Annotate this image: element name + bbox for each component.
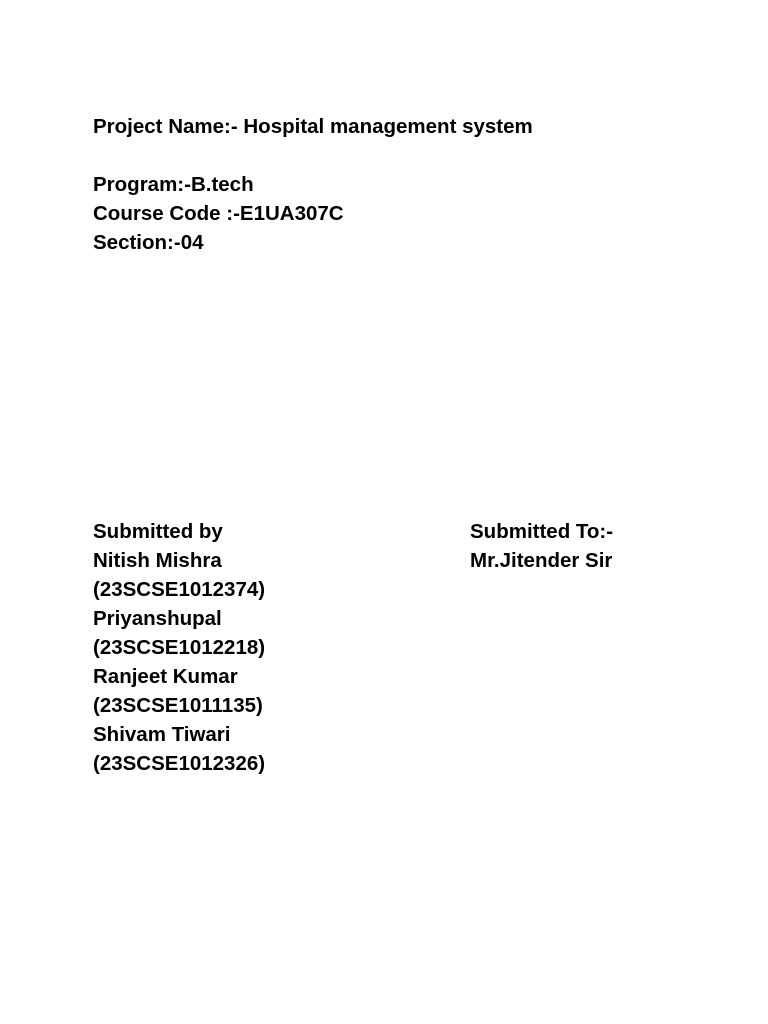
submitted-to-name: Mr.Jitender Sir [470,549,613,572]
member-name: Ranjeet Kumar [93,665,238,688]
member-name: Nitish Mishra [93,549,222,572]
program-line: Program:-B.tech [93,173,254,196]
section-line: Section:-04 [93,231,204,254]
member-name: Priyanshupal [93,607,222,630]
member-id: (23SCSE1011135) [93,694,263,717]
submitted-by-heading: Submitted by [93,520,223,543]
submitted-to-heading: Submitted To:- [470,520,614,543]
course-code-line: Course Code :-E1UA307C [93,202,344,225]
member-id: (23SCSE1012218) [93,636,266,659]
member-name: Shivam Tiwari [93,723,231,746]
member-id: (23SCSE1012326) [93,752,266,775]
member-id: (23SCSE1012374) [93,578,266,601]
submitted-by-block [93,517,265,778]
project-name: Project Name:- Hospital management system [93,115,533,138]
